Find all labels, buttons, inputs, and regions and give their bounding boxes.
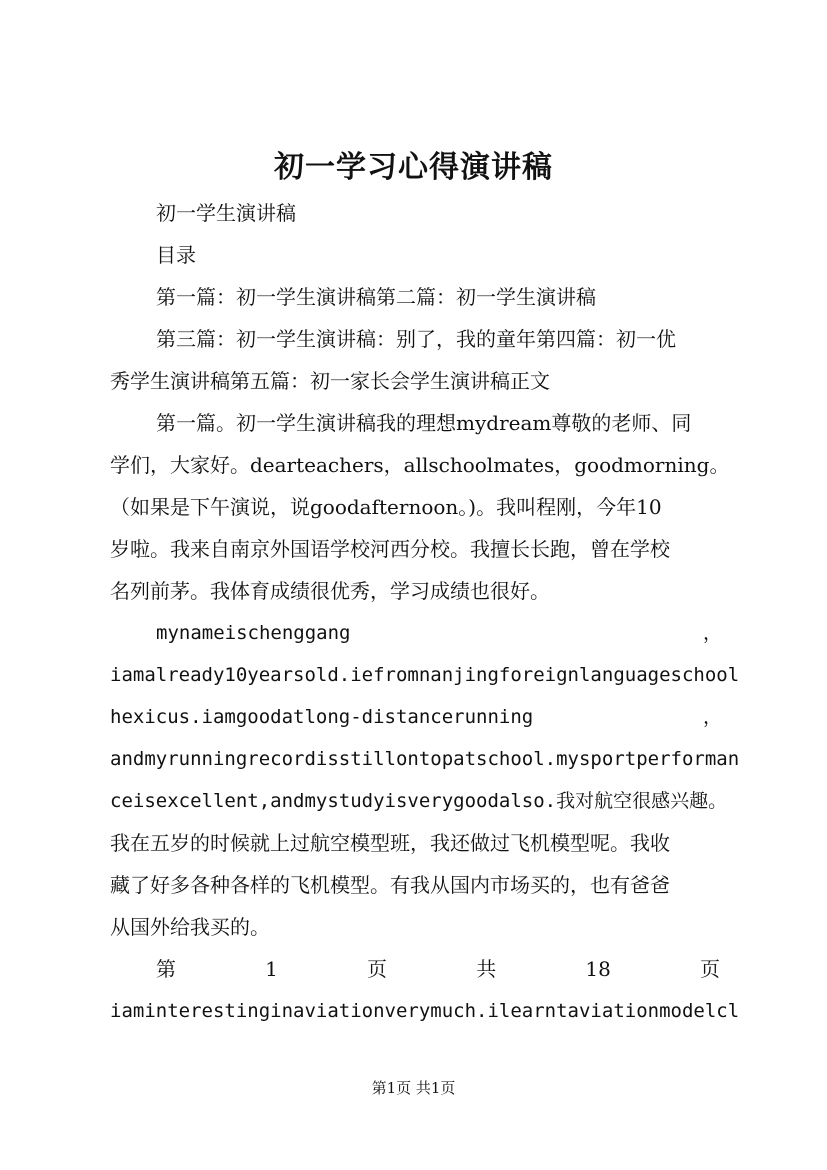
- text-line: 学们，大家好。dearteachers，allschoolmates，goodmorning。: [110, 453, 730, 477]
- text-line: 目录: [156, 243, 196, 267]
- text-line: （如果是下午演说，说goodafternoon。)。我叫程刚，今年10: [110, 495, 662, 519]
- page-footer: 第1页 共1页: [371, 1079, 456, 1097]
- text-line: 第一篇：初一学生演讲稿第二篇：初一学生演讲稿: [156, 285, 596, 309]
- text-line: 第一篇。初一学生演讲稿我的理想mydream尊敬的老师、同: [156, 411, 692, 435]
- text-segment: mynameischenggang: [156, 622, 351, 644]
- page-marker-part: 第: [156, 957, 176, 981]
- text-line: 秀学生演讲稿第五篇：初一家长会学生演讲稿正文: [110, 369, 550, 393]
- text-segment: ，: [702, 622, 722, 644]
- page-marker-part: 共: [476, 957, 497, 981]
- page-marker-part: 页: [699, 957, 720, 981]
- text-line: 岁啦。我来自南京外国语学校河西分校。我擅长长跑，曾在学校: [110, 537, 670, 561]
- page-marker-part: 18: [585, 957, 611, 981]
- document-title: 初一学习心得演讲稿: [274, 150, 553, 185]
- text-line: [110, 696, 722, 738]
- text-line: andmyrunningrecordisstillontopatschool.mysportperforman: [110, 748, 740, 770]
- text-segment: ，: [702, 706, 722, 728]
- text-line: [156, 612, 722, 654]
- text-line: 从国外给我买的。: [110, 915, 270, 939]
- page-marker: [110, 948, 720, 990]
- page-marker-part: 页: [367, 957, 388, 981]
- text-line: 我在五岁的时候就上过航空模型班，我还做过飞机模型呢。我收: [110, 831, 670, 855]
- text-line: iaminterestinginaviationverymuch.ilearntaviationmodelcl: [110, 1000, 740, 1022]
- text-line: 第三篇：初一学生演讲稿：别了，我的童年第四篇：初一优: [156, 327, 676, 351]
- text-line: iamalready10yearsold.iefromnanjingforeignlanguageschool: [110, 664, 740, 686]
- text-segment: hexicus.iamgoodatlong-distancerunning: [110, 706, 534, 728]
- text-line: 名列前茅。我体育成绩很优秀，学习成绩也很好。: [110, 579, 550, 603]
- page-marker-part: 1: [265, 957, 278, 981]
- text-line: 藏了好多各种各样的飞机模型。有我从国内市场买的，也有爸爸: [110, 873, 670, 897]
- text-line: ceisexcellent,andmystudyisverygoodalso.我对航空很感兴趣。: [110, 790, 728, 812]
- text-line: 初一学生演讲稿: [156, 201, 296, 225]
